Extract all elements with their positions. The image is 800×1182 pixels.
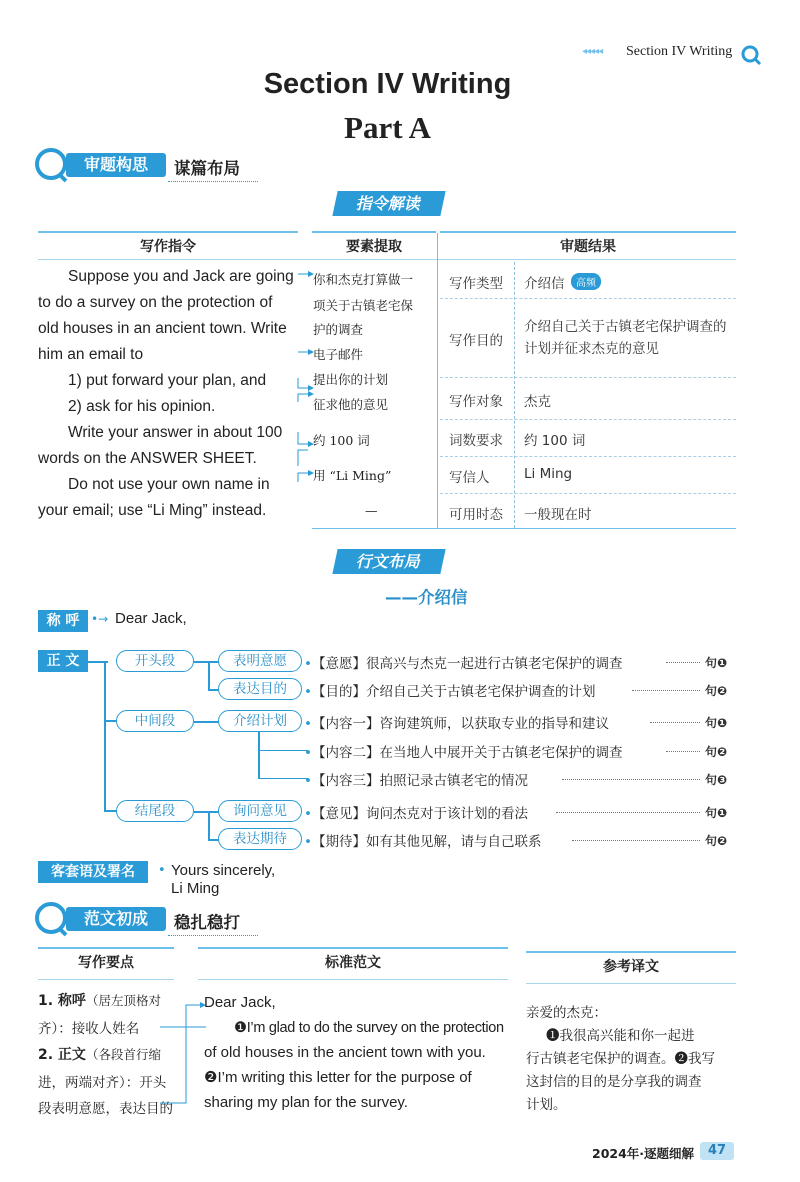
col-header-extract: 要素提取 — [346, 239, 402, 255]
divider — [440, 377, 736, 378]
col-header-essay: 标准范文 — [325, 955, 381, 971]
leader-dots — [666, 662, 700, 663]
sub-intent: 表明意愿 — [218, 650, 302, 672]
col-header-prompt: 写作指令 — [140, 239, 196, 255]
sub-opinion: 询问意见 — [218, 800, 302, 822]
stage-closing: 结尾段 — [116, 800, 194, 822]
section-sub-1: 谋篇布局 — [174, 159, 240, 178]
extract-item: 提出你的计划 — [313, 372, 389, 387]
prompt-line: him an email to — [38, 346, 144, 363]
outline-row: •【内容三】拍照记录古镇老宅的情况 — [304, 773, 528, 789]
point-line: 段表明意愿，表达目的 — [38, 1101, 173, 1117]
prompt-line: Do not use your own name in — [68, 476, 270, 493]
tree-line — [194, 811, 220, 813]
leader-dots — [562, 779, 700, 780]
page-number: 47 — [700, 1142, 734, 1160]
extract-item: 你和杰克打算做一 — [313, 272, 414, 287]
bullet-icon: • — [158, 863, 166, 878]
result-value: Li Ming — [524, 466, 573, 482]
sentence-mark: 句❶ — [705, 806, 728, 820]
extract-item: 征求他的意见 — [313, 397, 389, 412]
divider — [440, 298, 736, 299]
prompt-line: your email; use “Li Ming” instead. — [38, 502, 267, 519]
sentence-mark: 句❷ — [705, 745, 728, 759]
essay-line: sharing my plan for the survey. — [204, 1094, 408, 1111]
point-line: 进，两端对齐）：开头 — [38, 1075, 167, 1091]
prompt-line: 2) ask for his opinion. — [68, 398, 216, 415]
leader-dots — [666, 751, 700, 752]
divider — [440, 456, 736, 457]
prompt-line: Write your answer in about 100 — [68, 424, 283, 441]
signature-name: Li Ming — [171, 880, 220, 897]
section-badge-2: 范文初成 — [38, 904, 163, 934]
prompt-line: to do a survey on the protection of — [38, 294, 273, 311]
leader-dots — [632, 690, 700, 691]
sub-plan: 介绍计划 — [218, 710, 302, 732]
result-label: 词数要求 — [449, 433, 503, 449]
outline-row: •【内容一】咨询建筑师，以获取专业的指导和建议 — [304, 716, 609, 732]
divider — [440, 231, 736, 233]
divider — [38, 259, 736, 260]
instruct-banner: 指令解读 — [332, 191, 445, 216]
divider — [168, 935, 258, 937]
divider — [312, 231, 436, 233]
essay-line: Dear Jack, — [204, 994, 276, 1011]
sentence-mark: 句❷ — [705, 684, 728, 698]
tree-line — [258, 732, 260, 778]
sub-purpose: 表达目的 — [218, 678, 302, 700]
outline-row: •【期待】如有其他见解，请与自己联系 — [304, 834, 542, 850]
result-value: 约 100 词 — [524, 433, 586, 449]
result-value: 介绍信 — [524, 276, 565, 292]
tree-line — [258, 778, 308, 779]
result-value: 杰克 — [524, 394, 551, 410]
closing-tag: 客套语及署名 — [38, 861, 148, 883]
tree-line — [208, 661, 210, 689]
essay-line: of old houses in the ancient town with you. — [204, 1044, 486, 1061]
essay-line: ❷I’m writing this letter for the purpose of — [204, 1069, 472, 1086]
sentence-mark: 句❸ — [705, 773, 728, 787]
sub-expectation: 表达期待 — [218, 828, 302, 850]
body-tag: 正 文 — [38, 650, 88, 672]
divider — [38, 979, 174, 980]
divider — [440, 419, 736, 420]
layout-subtitle: ——介绍信 — [385, 588, 468, 607]
prompt-line: Suppose you and Jack are going — [68, 268, 294, 285]
divider — [437, 233, 438, 529]
divider — [198, 947, 508, 949]
leader-dots — [650, 722, 700, 723]
prompt-line: words on the ANSWER SHEET. — [38, 450, 257, 467]
salutation-tag: 称 呼 — [38, 610, 88, 632]
divider — [168, 181, 258, 183]
layout-banner: 行文布局 — [332, 549, 445, 574]
essay-line: ❶I’m glad to do the survey on the protection — [234, 1020, 504, 1036]
tree-line — [194, 721, 220, 723]
connector-lines — [160, 995, 206, 1105]
divider — [38, 231, 298, 233]
sentence-mark: 句❶ — [705, 716, 728, 730]
leader-dots — [556, 812, 700, 813]
extract-item: 护的调查 — [313, 322, 364, 337]
extract-item: — — [365, 503, 378, 518]
tree-line — [104, 661, 106, 811]
point-line: 1. 称呼（居左顶格对 — [38, 993, 161, 1009]
translation-line: 行古镇老宅保护的调查。❷我写 — [526, 1051, 715, 1067]
col-header-results: 审题结果 — [560, 239, 616, 255]
closing-line: Yours sincerely, — [171, 862, 276, 879]
translation-line: 亲爱的杰克： — [526, 1005, 607, 1021]
result-label: 可用时态 — [449, 507, 503, 523]
divider — [198, 979, 508, 980]
extract-item: 约 100 词 — [313, 433, 370, 448]
point-line: 齐）：接收人姓名 — [38, 1021, 140, 1037]
tree-line — [208, 811, 210, 839]
magnifier-icon — [34, 147, 70, 183]
extract-item: 项关于古镇老宅保 — [313, 298, 414, 313]
outline-row: •【目的】介绍自己关于古镇老宅保护调查的计划 — [304, 684, 596, 700]
translation-line: 这封信的目的是分享我的调查 — [526, 1074, 702, 1090]
page-subtitle: Part A — [344, 110, 431, 145]
col-header-translation: 参考译文 — [603, 959, 659, 975]
result-label: 写作类型 — [449, 276, 503, 292]
result-label: 写作对象 — [449, 394, 503, 410]
point-line: 2. 正文（各段首行缩 — [38, 1047, 161, 1063]
magnifier-icon — [34, 901, 70, 937]
stage-middle: 中间段 — [116, 710, 194, 732]
footer-text: 2024年·逐题细解 — [592, 1146, 695, 1161]
outline-row: •【内容二】在当地人中展开关于古镇老宅保护的调查 — [304, 745, 623, 761]
salutation-text: Dear Jack, — [115, 610, 187, 627]
result-label: 写作目的 — [449, 333, 503, 349]
page-title: Section IV Writing — [263, 68, 512, 100]
stage-opening: 开头段 — [116, 650, 194, 672]
arrow-icon: •→ — [91, 612, 109, 626]
translation-line: ❶我很高兴能和你一起进 — [546, 1028, 695, 1044]
tree-line — [194, 661, 220, 663]
divider — [514, 262, 515, 528]
result-label: 写信人 — [449, 470, 490, 486]
col-header-points: 写作要点 — [78, 955, 134, 971]
result-value: 一般现在时 — [524, 507, 592, 523]
divider — [526, 983, 736, 984]
header-arrows: ◂◂◂◂◂ — [582, 46, 603, 57]
prompt-line: 1) put forward your plan, and — [68, 372, 267, 389]
prompt-line: old houses in an ancient town. Write — [38, 320, 287, 337]
search-icon — [740, 44, 762, 66]
translation-line: 计划。 — [526, 1097, 567, 1113]
extract-item: 用 “Li Ming” — [313, 468, 392, 483]
divider — [312, 528, 736, 529]
sentence-mark: 句❷ — [705, 834, 728, 848]
extract-item: 电子邮件 — [313, 347, 364, 362]
leader-dots — [572, 840, 700, 841]
outline-row: •【意愿】很高兴与杰克一起进行古镇老宅保护的调查 — [304, 656, 623, 672]
divider — [38, 947, 174, 949]
divider — [526, 951, 736, 953]
section-sub-2: 稳扎稳打 — [174, 913, 240, 932]
sentence-mark: 句❶ — [705, 656, 728, 670]
outline-row: •【意见】询问杰克对于该计划的看法 — [304, 806, 528, 822]
header-section-tag: Section IV Writing — [626, 44, 733, 59]
tree-line — [258, 750, 308, 751]
section-badge-1: 审题构思 — [38, 150, 163, 180]
divider — [440, 493, 736, 494]
frequency-badge: 高频 — [571, 273, 601, 290]
result-value: 介绍自己关于古镇老宅保护调查的计划并征求杰克的意见 — [524, 319, 727, 357]
